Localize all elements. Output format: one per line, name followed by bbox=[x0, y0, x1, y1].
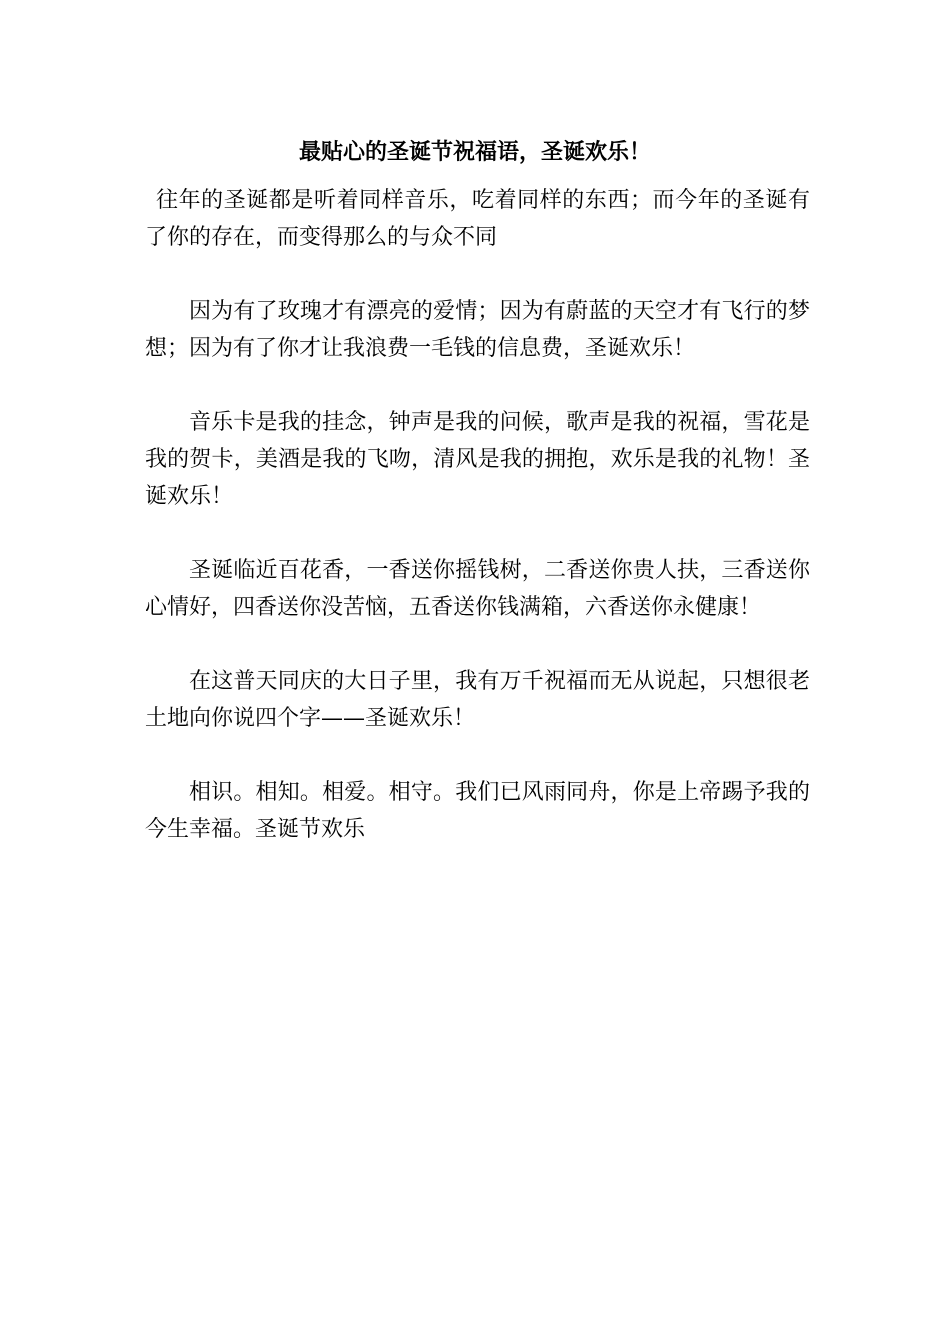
paragraph: 圣诞临近百花香，一香送你摇钱树，二香送你贵人扶，三香送你心情好，四香送你没苦恼，五香送你钱满箱，六香送你永健康！ bbox=[145, 558, 810, 620]
document-body bbox=[145, 182, 810, 885]
paragraph: 往年的圣诞都是听着同样音乐，吃着同样的东西；而今年的圣诞有了你的存在，而变得那么的与众不同 bbox=[145, 188, 810, 250]
paragraph: 音乐卡是我的挂念，钟声是我的问候，歌声是我的祝福，雪花是我的贺卡，美酒是我的飞吻，清风是我的拥抱，欢乐是我的礼物！圣诞欢乐！ bbox=[145, 410, 810, 509]
paragraph: 因为有了玫瑰才有漂亮的爱情；因为有蔚蓝的天空才有飞行的梦想；因为有了你才让我浪费一毛钱的信息费，圣诞欢乐！ bbox=[145, 299, 810, 361]
paragraph: 相识。相知。相爱。相守。我们已风雨同舟，你是上帝踢予我的今生幸福。圣诞节欢乐 bbox=[145, 780, 810, 842]
paragraph: 在这普天同庆的大日子里，我有万千祝福而无从说起，只想很老土地向你说四个字——圣诞欢乐！ bbox=[145, 669, 810, 731]
document-title: 最贴心的圣诞节祝福语，圣诞欢乐！ bbox=[298, 139, 651, 165]
